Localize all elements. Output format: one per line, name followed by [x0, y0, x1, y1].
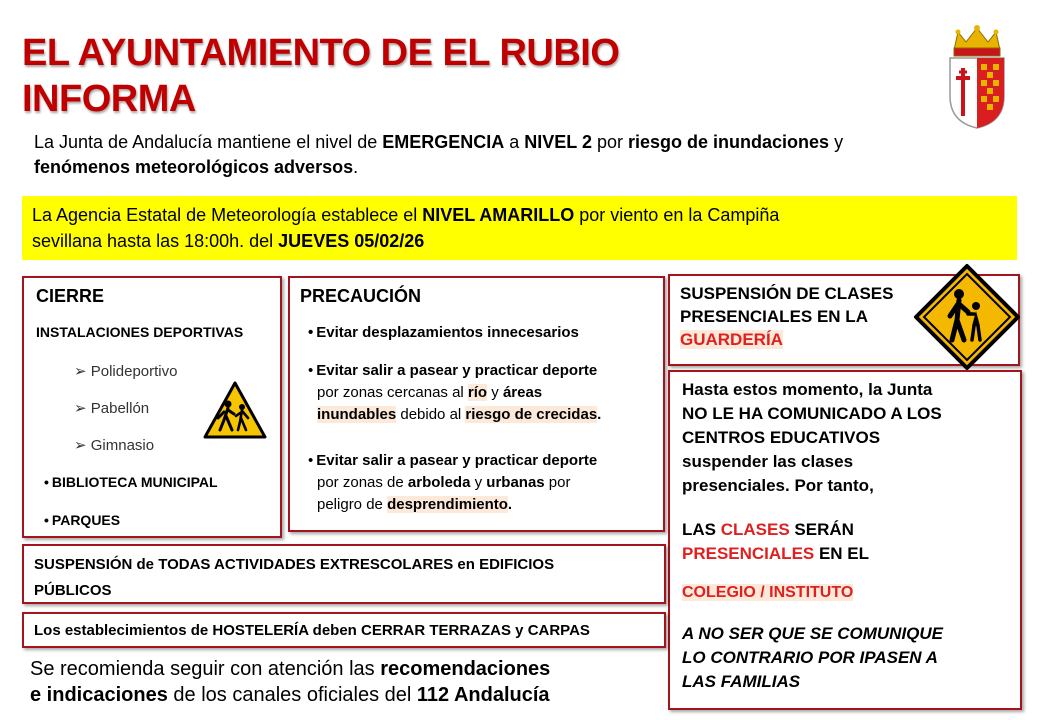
- school-crossing-sign-icon: [912, 262, 1022, 377]
- coat-of-arms-icon: [944, 22, 1010, 132]
- junta-text-part: EN EL: [814, 544, 870, 563]
- precaucion-item: [308, 450, 648, 516]
- urban-label: urbanas: [486, 474, 545, 491]
- title-line-2: INFORMA: [22, 78, 196, 120]
- parks-label: PARQUES: [51, 512, 121, 528]
- flood-risk-label: riesgo de inundaciones: [628, 132, 830, 152]
- level-label: NIVEL 2: [524, 132, 592, 152]
- river-label: río: [467, 384, 488, 401]
- junta-text-block: [682, 378, 1012, 498]
- trees-label: arboleda: [407, 474, 471, 491]
- intro-text-part: a: [504, 132, 525, 152]
- banner-text-part: sevillana hasta las 18:00h. del: [32, 231, 279, 251]
- precaucion-item-text: por: [544, 474, 571, 491]
- hospitality-box: [22, 612, 666, 648]
- intro-text-part: .: [353, 157, 359, 177]
- intro-text-part: por: [591, 132, 629, 152]
- detachment-label: desprendimiento: [387, 496, 508, 513]
- subitem-label: Gimnasio: [90, 437, 155, 454]
- guarderia-label: GUARDERÍA: [680, 330, 783, 349]
- weather-label: fenómenos meteorológicos adversos: [34, 157, 354, 177]
- footer-text-part: de los canales oficiales del: [167, 684, 417, 706]
- school-institute-label: COLEGIO / INSTITUTO: [682, 584, 854, 601]
- cierre-item: [44, 512, 120, 528]
- junta-line: LO CONTRARIO POR IPASEN A: [682, 648, 938, 667]
- indications-label: e indicaciones: [30, 684, 168, 706]
- hospitality-text: Los establecimientos de HOSTELERÍA deben CERRAR TERRAZAS y CARPAS: [34, 622, 590, 639]
- emergency-112-label: 112 Andalucía: [416, 684, 550, 706]
- precaucion-item-text: Evitar salir a pasear y practicar deporte: [316, 452, 598, 469]
- subitem-label: Polideportivo: [90, 363, 178, 380]
- areas-label: áreas: [502, 384, 543, 401]
- junta-info-box: [668, 370, 1022, 710]
- junta-line: NO LE HA COMUNICADO A LOS: [682, 404, 942, 423]
- children-warning-icon: [202, 380, 268, 445]
- junta-line: presenciales. Por tanto,: [682, 476, 874, 495]
- extracurricular-text: [34, 552, 554, 604]
- date-label: JUEVES 05/02/26: [278, 231, 425, 251]
- junta-line: A NO SER QUE SE COMUNIQUE: [682, 624, 944, 643]
- intro-text: [34, 130, 984, 180]
- cierre-item: [44, 474, 218, 490]
- classes-label: CLASES: [720, 520, 790, 539]
- guarderia-header: [680, 282, 894, 351]
- precaucion-box: [288, 276, 665, 532]
- precaucion-item-text: peligro de: [317, 496, 388, 513]
- banner-text-part: La Agencia Estatal de Meteorología establece el: [32, 205, 423, 225]
- junta-line: Hasta estos momento, la Junta: [682, 380, 933, 399]
- cierre-subitem: [74, 399, 149, 417]
- junta-text-part: SERÁN: [789, 520, 854, 539]
- extracurricular-suspension-box: [22, 544, 666, 604]
- footer-text-part: Se recomienda seguir con atención las: [30, 658, 381, 680]
- junta-text-part: LAS: [682, 520, 721, 539]
- junta-line: suspender las clases: [682, 452, 854, 471]
- emergency-label: EMERGENCIA: [382, 132, 505, 152]
- flood-areas-label: inundables: [317, 406, 397, 423]
- aemet-yellow-banner: [22, 196, 1017, 260]
- intro-text-part: La Junta de Andalucía mantiene el nivel de: [34, 132, 383, 152]
- cierre-header: CIERRE: [36, 286, 105, 306]
- recommendations-label: recomendaciones: [380, 658, 551, 680]
- guarderia-line: SUSPENSIÓN DE CLASES: [680, 284, 894, 303]
- intro-text-part: y: [829, 132, 844, 152]
- banner-text-part: por viento en la Campiña: [574, 205, 780, 225]
- precaucion-item-text: debido al: [396, 406, 466, 423]
- in-person-label: PRESENCIALES: [682, 544, 815, 563]
- cierre-subitem: [74, 436, 154, 454]
- junta-line: CENTROS EDUCATIVOS: [682, 428, 881, 447]
- precaucion-item-text: .: [597, 406, 602, 423]
- title-line-1: EL AYUNTAMIENTO DE EL RUBIO: [22, 32, 620, 74]
- precaucion-item: [308, 360, 648, 426]
- guarderia-line: PRESENCIALES EN LA: [680, 307, 868, 326]
- precaucion-item-text: por zonas cercanas al: [317, 384, 468, 401]
- precaucion-header: PRECAUCIÓN: [300, 286, 422, 306]
- precaucion-item: [308, 322, 648, 344]
- extracurricular-line: SUSPENSIÓN de TODAS ACTIVIDADES EXTRESCOLARES en EDIFICIOS: [34, 556, 555, 573]
- subitem-label: Pabellón: [90, 400, 150, 417]
- precaucion-item-text: por zonas de: [317, 474, 408, 491]
- extracurricular-line: PÚBLICOS: [34, 582, 112, 599]
- cierre-subitem: [74, 362, 177, 380]
- school-label: [682, 584, 853, 602]
- precaucion-item-text: .: [507, 496, 513, 513]
- precaucion-item-text: y: [470, 474, 487, 491]
- classes-statement: [682, 518, 1012, 566]
- cierre-box: [22, 276, 282, 538]
- precaucion-item-text: y: [487, 384, 503, 401]
- flood-risk-label: riesgo de crecidas: [465, 406, 598, 423]
- library-label: BIBLIOTECA MUNICIPAL: [51, 474, 218, 490]
- precaucion-item-text: Evitar salir a pasear y practicar deporte: [316, 362, 598, 379]
- page-title: [22, 30, 619, 122]
- junta-line: LAS FAMILIAS: [682, 672, 801, 691]
- sports-facilities-label: INSTALACIONES DEPORTIVAS: [36, 324, 244, 340]
- precaucion-item-text: Evitar desplazamientos innecesarios: [316, 324, 579, 341]
- yellow-level-label: NIVEL AMARILLO: [422, 205, 575, 225]
- unless-communicated-text: [682, 622, 1012, 694]
- footer-recommendation: [30, 656, 670, 708]
